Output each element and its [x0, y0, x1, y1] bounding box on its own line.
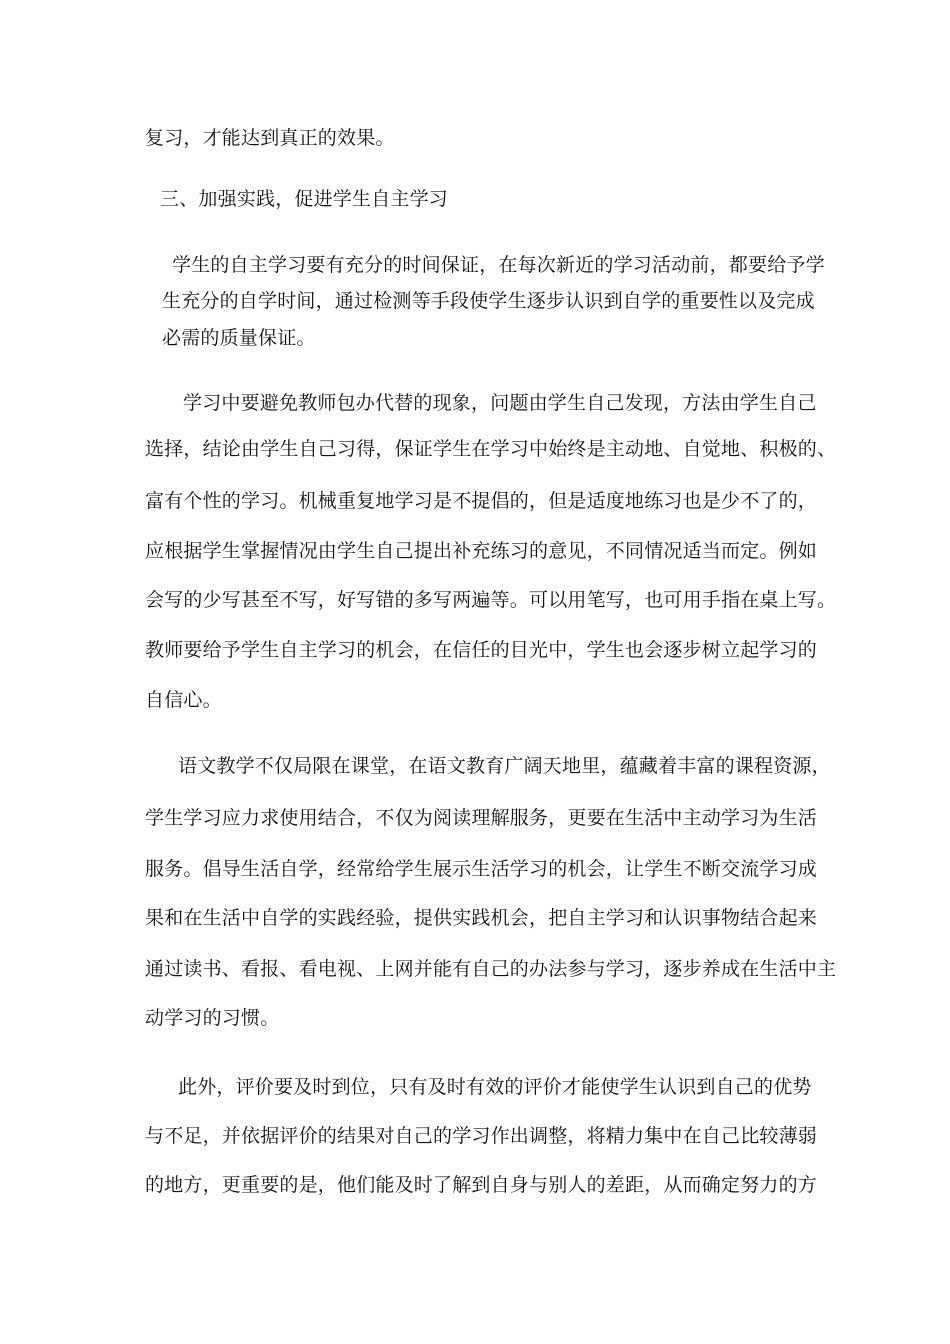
text-line: 复习，才能达到真正的效果。 — [145, 127, 395, 149]
text-line: 学生的自主学习要有充分的时间保证，在每次新近的学习活动前，都要给予学 — [172, 254, 825, 276]
text-line: 选择，结论由学生自己习得，保证学生在学习中始终是主动地、自觉地、积极的、 — [145, 438, 837, 460]
text-line: 必需的质量保证。 — [162, 327, 316, 349]
text-line: 生充分的自学时间，通过检测等手段使学生逐步认识到自学的重要性以及完成 — [162, 290, 815, 312]
text-line: 会写的少写甚至不写，好写错的多写两遍等。可以用笔写，也可用手指在桌上写。 — [145, 589, 837, 611]
text-line: 语文教学不仅局限在课堂，在语文教育广阔天地里，蕴藏着丰富的课程资源， — [178, 755, 831, 777]
text-line: 服务。倡导生活自学，经常给学生展示生活学习的机会，让学生不断交流学习成 — [145, 858, 818, 880]
text-line: 学生学习应力求使用结合，不仅为阅读理解服务，更要在生活中主动学习为生活 — [145, 807, 818, 829]
text-line: 此外，评价要及时到位，只有及时有效的评价才能使学生认识到自己的优势 — [178, 1076, 812, 1098]
section-heading: 三、加强实践，促进学生自主学习 — [160, 188, 449, 210]
text-line: 富有个性的学习。机械重复地学习是不提倡的，但是适度地练习也是少不了的， — [145, 490, 818, 512]
text-line: 应根据学生掌握情况由学生自己提出补充练习的意见，不同情况适当而定。例如 — [145, 540, 818, 562]
text-line: 与不足，并依据评价的结果对自己的学习作出调整，将精力集中在自己比较薄弱 — [145, 1125, 818, 1147]
text-line: 通过读书、看报、看电视、上网并能有自己的办法参与学习，逐步养成在生活中主 — [145, 958, 837, 980]
text-line: 学习中要避免教师包办代替的现象，问题由学生自己发现，方法由学生自己 — [183, 392, 817, 414]
text-line: 的地方，更重要的是，他们能及时了解到自身与别人的差距，从而确定努力的方 — [145, 1174, 818, 1196]
text-line: 教师要给予学生自主学习的机会，在信任的目光中，学生也会逐步树立起学习的 — [145, 639, 818, 661]
text-line: 自信心。 — [145, 689, 222, 711]
text-line: 果和在生活中自学的实践经验，提供实践机会，把自主学习和认识事物结合起来 — [145, 907, 818, 929]
text-line: 动学习的习惯。 — [145, 1007, 280, 1029]
